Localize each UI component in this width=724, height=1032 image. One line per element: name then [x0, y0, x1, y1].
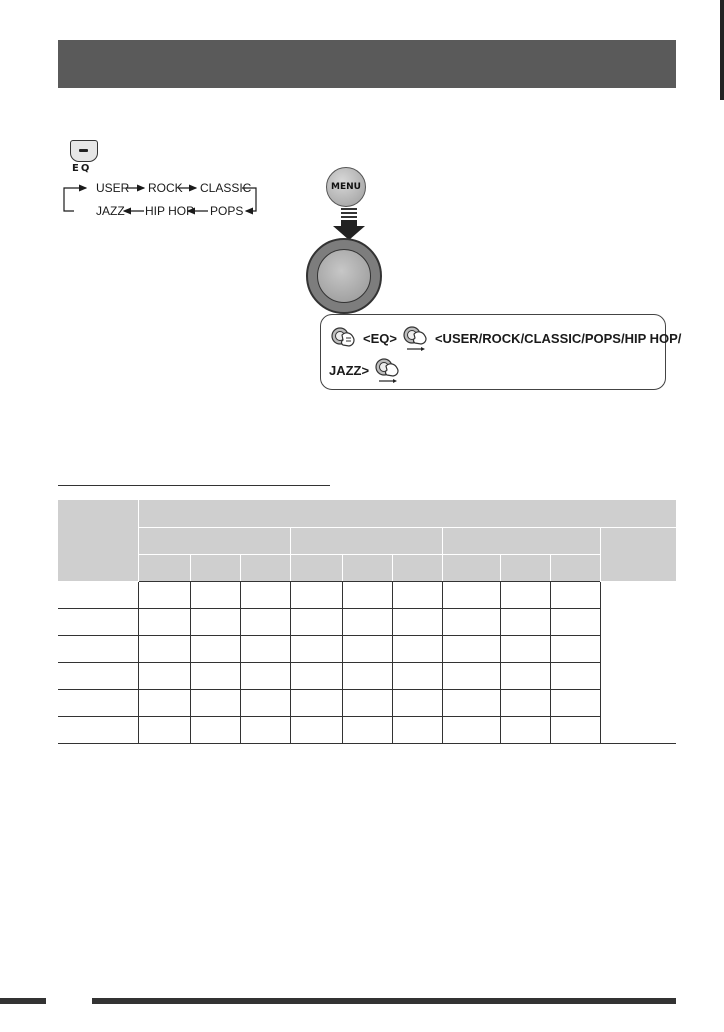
table-cell	[392, 608, 442, 635]
eq-preset-cycle-diagram	[60, 178, 274, 228]
table-cell	[550, 689, 600, 716]
header-cell	[138, 527, 290, 554]
table-cell	[392, 635, 442, 662]
preset-pops: POPS	[210, 204, 244, 218]
table-row	[58, 581, 676, 608]
control-dial[interactable]	[306, 238, 382, 314]
table-cell	[240, 635, 290, 662]
header-cell	[442, 554, 500, 581]
eq-key-label: EQ	[72, 163, 92, 174]
header-cell	[138, 500, 676, 527]
table-cell	[58, 635, 138, 662]
header-cell	[138, 554, 190, 581]
header-cell	[550, 554, 600, 581]
hand-turn-icon	[329, 325, 359, 351]
table-cell	[58, 689, 138, 716]
table-cell	[58, 662, 138, 689]
table-cell	[442, 662, 500, 689]
table-cell	[240, 716, 290, 743]
table-cell	[58, 581, 138, 608]
table-cell	[342, 608, 392, 635]
eq-key-icon[interactable]	[70, 140, 98, 162]
table-cell	[500, 635, 550, 662]
instruction-line-1	[329, 325, 681, 351]
table-cell	[190, 689, 240, 716]
table-cell	[58, 608, 138, 635]
header-cell	[442, 527, 600, 554]
table-cell	[290, 581, 342, 608]
eq-settings-table	[58, 500, 676, 744]
table-cell	[138, 608, 190, 635]
down-arrow-icon	[331, 208, 367, 242]
header-cell	[58, 500, 138, 581]
table-cell	[138, 635, 190, 662]
instruction-line-2	[329, 357, 403, 383]
table-cell	[550, 608, 600, 635]
table-cell	[190, 716, 240, 743]
table-cell	[190, 635, 240, 662]
table-header-row	[58, 500, 676, 527]
table-cell	[240, 581, 290, 608]
table-cell	[342, 581, 392, 608]
table-row	[58, 716, 676, 743]
table-cell	[392, 662, 442, 689]
header-cell	[392, 554, 442, 581]
hand-press-icon	[401, 325, 431, 351]
table-cell	[550, 581, 600, 608]
header-cell	[342, 554, 392, 581]
table-row	[58, 635, 676, 662]
instruction-eq: <EQ>	[363, 330, 397, 346]
table-row	[58, 689, 676, 716]
table-cell	[500, 689, 550, 716]
header-cell	[290, 527, 442, 554]
header-cell	[500, 554, 550, 581]
table-cell	[342, 689, 392, 716]
table-cell	[240, 689, 290, 716]
table-cell	[392, 716, 442, 743]
table-cell	[138, 662, 190, 689]
menu-button[interactable]	[326, 167, 366, 207]
table-cell	[138, 581, 190, 608]
menu-button-label: MENU	[331, 182, 361, 192]
table-cell	[442, 635, 500, 662]
table-cell	[442, 716, 500, 743]
table-cell	[190, 581, 240, 608]
table-cell	[290, 689, 342, 716]
preset-hiphop: HIP HOP	[145, 204, 195, 218]
table-cell	[342, 662, 392, 689]
table-cell	[190, 608, 240, 635]
preset-classic: CLASSIC	[200, 181, 252, 195]
footer-bar-right	[92, 998, 676, 1004]
preset-jazz: JAZZ	[96, 204, 125, 218]
section-rule	[58, 485, 330, 486]
table-cell	[500, 608, 550, 635]
table-cell	[550, 716, 600, 743]
table-row	[58, 608, 676, 635]
table-cell	[138, 689, 190, 716]
table-cell	[442, 689, 500, 716]
hand-press-icon	[373, 357, 403, 383]
header-cell	[600, 527, 676, 581]
instruction-jazz: JAZZ>	[329, 362, 370, 378]
table-cell	[290, 662, 342, 689]
instruction-box	[320, 314, 682, 390]
footer-bar-left	[0, 998, 46, 1004]
table-cell	[392, 581, 442, 608]
preset-rock: ROCK	[148, 181, 183, 195]
table-cell	[550, 662, 600, 689]
table-cell	[550, 635, 600, 662]
table-cell	[500, 662, 550, 689]
header-cell	[290, 554, 342, 581]
table-cell	[342, 716, 392, 743]
header-cell	[240, 554, 290, 581]
table-cell	[500, 581, 550, 608]
loop-arrow-left	[64, 188, 86, 211]
table-cell	[392, 689, 442, 716]
header-cell	[190, 554, 240, 581]
table-cell	[240, 608, 290, 635]
table-header-row	[58, 554, 676, 581]
table-cell	[290, 716, 342, 743]
table-cell	[58, 716, 138, 743]
page-edge-marker	[720, 0, 724, 100]
table-row	[58, 662, 676, 689]
table-header-row	[58, 527, 676, 554]
table-cell	[442, 581, 500, 608]
table-cell	[240, 662, 290, 689]
table-cell	[600, 581, 676, 743]
preset-user: USER	[96, 181, 130, 195]
table-cell	[190, 662, 240, 689]
table-cell	[290, 608, 342, 635]
table-cell	[342, 635, 392, 662]
table-cell	[500, 716, 550, 743]
title-band	[58, 40, 676, 88]
table-cell	[290, 635, 342, 662]
table-cell	[442, 608, 500, 635]
instruction-presets: <USER/ROCK/CLASSIC/POPS/HIP HOP/	[434, 330, 682, 346]
table-cell	[138, 716, 190, 743]
